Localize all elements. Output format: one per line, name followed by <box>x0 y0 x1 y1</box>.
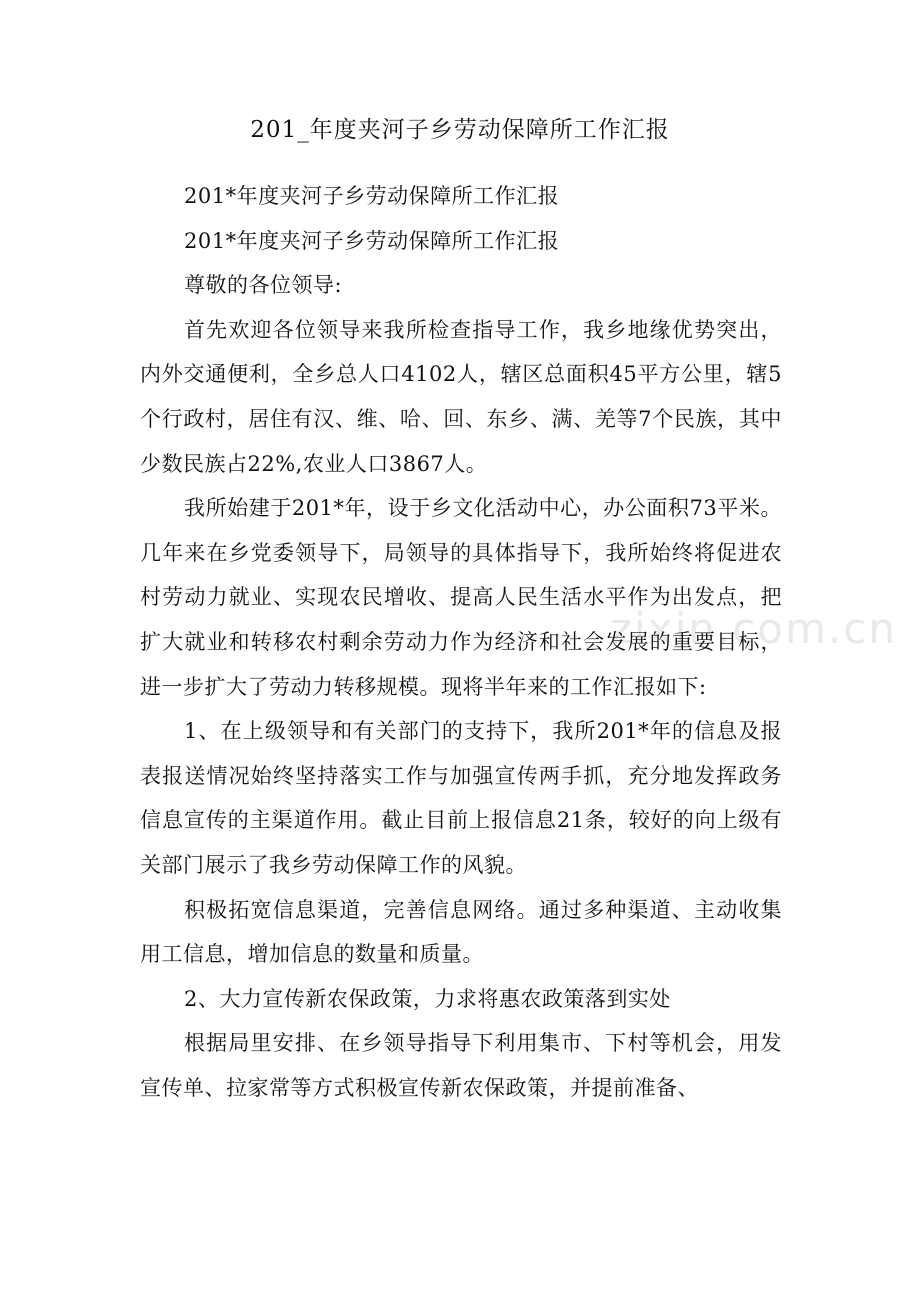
paragraph-item-2-heading: 2、大力宣传新农保政策，力求将惠农政策落到实处 <box>184 986 671 1011</box>
paragraph-intro: 首先欢迎各位领导来我所检查指导工作，我乡地缘优势突出，内外交通便利，全乡总人口4102人，辖区总面积45平方公里，辖5个行政村，居住有汉、维、哈、回、东乡、满、羌等7个民族，其中少数民族占22%,农业人口3867人。 <box>140 317 782 476</box>
subtitle-line-2: 201*年度夹河子乡劳动保障所工作汇报 <box>184 228 560 253</box>
paragraph-item-1: 1、在上级领导和有关部门的支持下，我所201*年的信息及报表报送情况始终坚持落实工作与加强宣传两手抓，充分地发挥政务信息宣传的主渠道作用。截止目前上报信息21条，较好的向上级有关部门展示了我乡劳动保障工作的风貌。 <box>140 719 782 877</box>
salutation: 尊敬的各位领导: <box>184 273 343 298</box>
subtitle-line-1: 201*年度夹河子乡劳动保障所工作汇报 <box>184 184 560 208</box>
watermark: zixin.com.cn <box>610 604 897 653</box>
document-title: 201_年度夹河子乡劳动保障所工作汇报 <box>250 117 670 143</box>
paragraph-background: 我所始建于201*年，设于乡文化活动中心，办公面积73平米。几年来在乡党委领导下，局领导的具体指导下，我所始终将促进农村劳动力就业、实现农民增收、提高人民生活水平作为出发点，把扩大就业和转移农村剩余劳动力作为经济和社会发展的重要目标，进一步扩大了劳动力转移规模。现将半年来的工作汇报如下: <box>140 496 782 699</box>
paragraph-item-2-body: 根据局里安排、在乡领导指导下利用集市、下村等机会，用发宣传单、拉家常等方式积极宣传新农保政策，并提前准备、 <box>140 1031 782 1100</box>
paragraph-information-channels: 积极拓宽信息渠道，完善信息网络。通过多种渠道、主动收集用工信息，增加信息的数量和质量。 <box>140 897 782 967</box>
document-body <box>140 174 782 1110</box>
